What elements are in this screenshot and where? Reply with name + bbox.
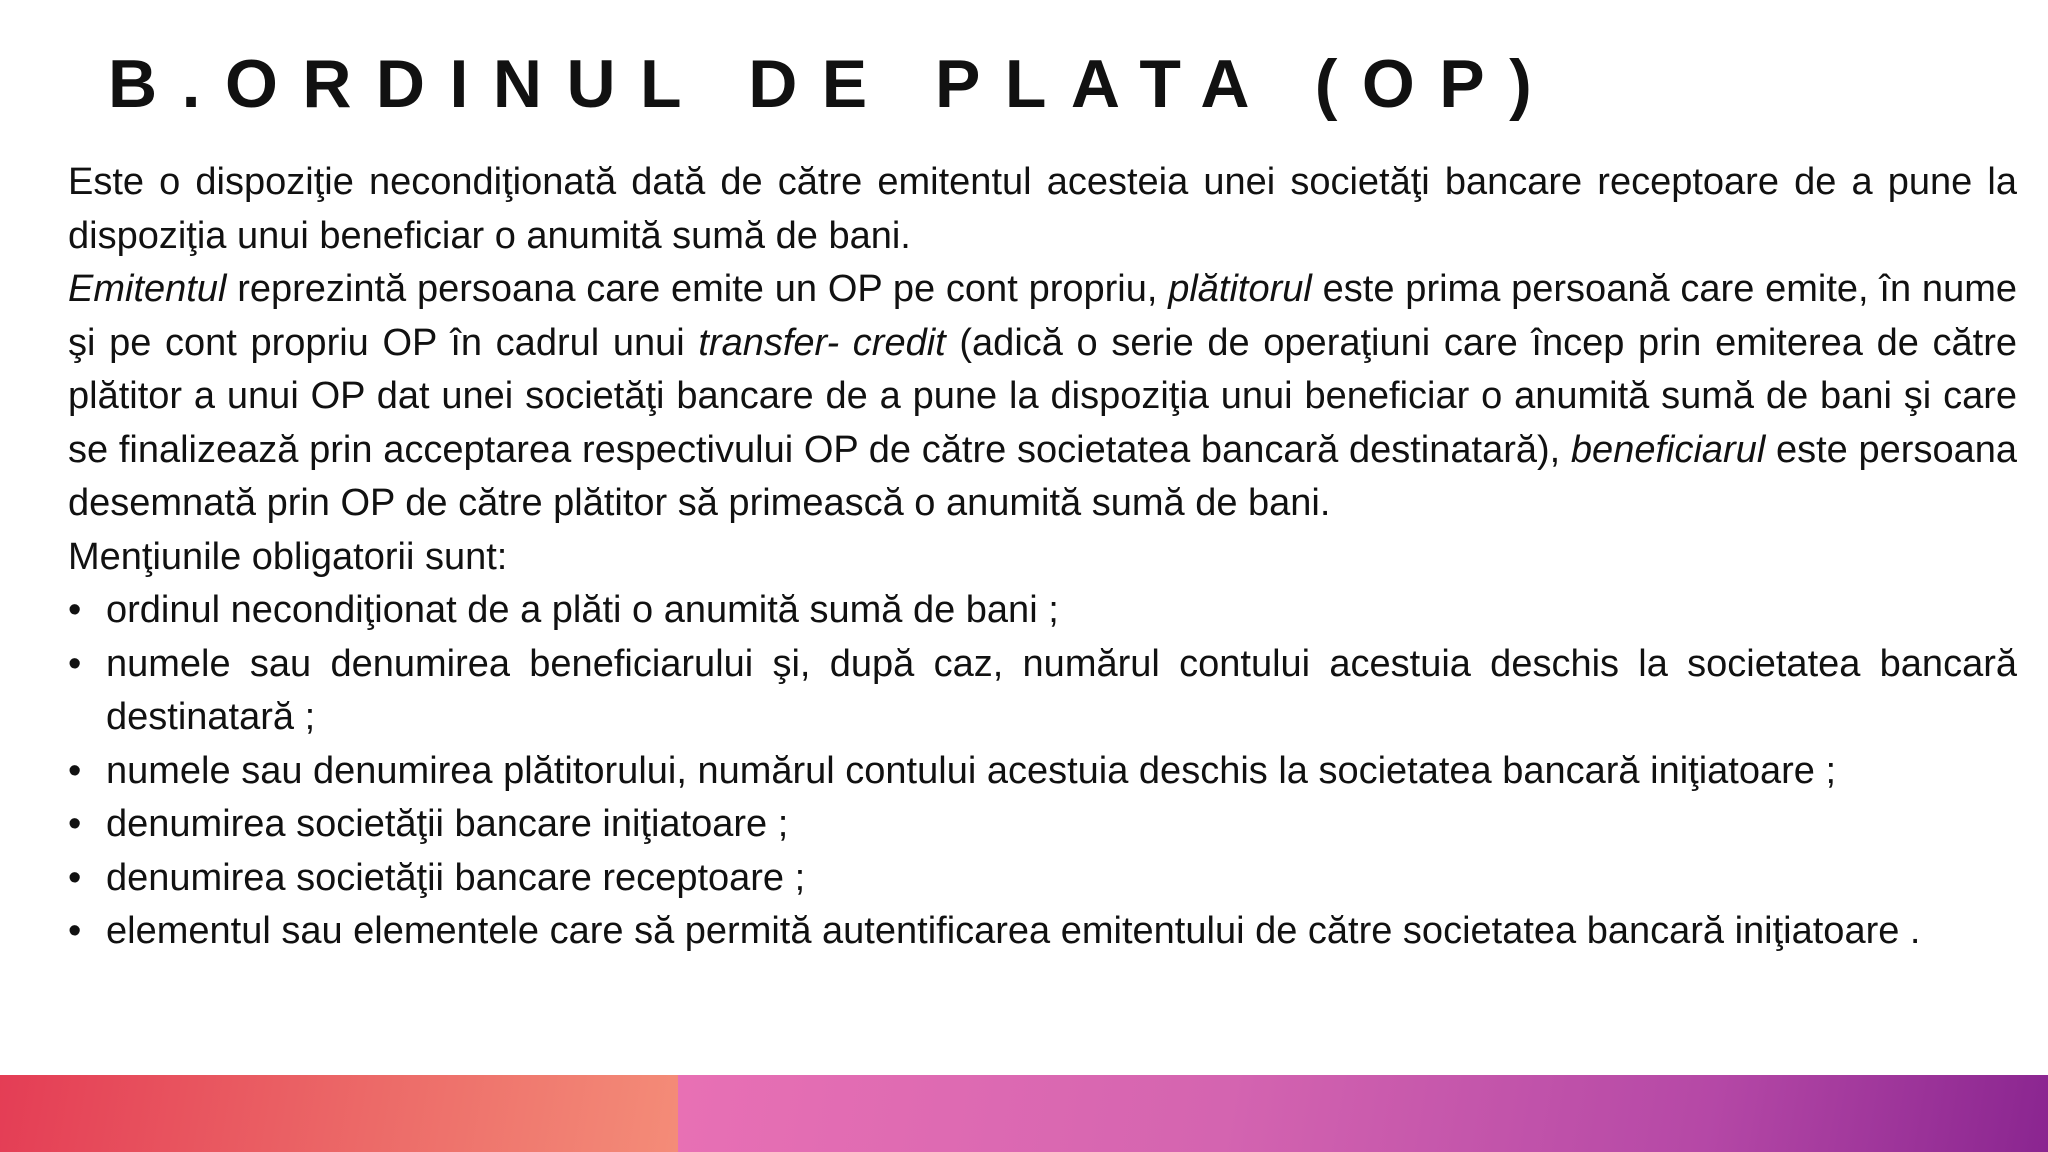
list-item [68, 584, 2017, 638]
list-item [68, 798, 2017, 852]
term-transfer-credit: transfer- credit [698, 321, 946, 364]
list-item-text: denumirea societăţii bancare receptoare ; [106, 856, 806, 899]
list-item-text: denumirea societăţii bancare iniţiatoare ; [106, 803, 789, 845]
definition-text-4: este persoana desemnată prin OP de către plătitor să primească o anumită sumă de bani. [68, 428, 2017, 524]
list-item [68, 852, 2017, 906]
list-item-text: numele sau denumirea beneficiarului şi, după caz, numărul contului acestuia deschis la societatea bancară destinatară ; [106, 642, 2017, 738]
slide-body [68, 156, 2017, 959]
list-item-text: elementul sau elementele care să permită autentificarea emitentului de către societatea bancară iniţiatoare . [106, 910, 1921, 952]
definitions-paragraph [68, 263, 2017, 531]
list-item [68, 745, 2017, 799]
term-emitent: Emitentul [68, 268, 227, 310]
definition-text-3: (adică o serie de operaţiuni care încep prin emiterea de către plătitor a unui OP dat unei societăţi bancare de a pune la dispoziţia unui beneficiar o anumită sumă de bani şi care se finalizează prin acceptarea respectivului OP de către societatea bancară destinatară), [68, 321, 2017, 471]
intro-paragraph: Este o dispoziţie necondiţionată dată de către emitentul acesteia unei societăţi bancare receptoare de a pune la dispoziţia unui beneficiar o anumită sumă de bani. [68, 161, 2017, 257]
list-item [68, 905, 2017, 959]
bullet-icon: • [68, 589, 82, 631]
bullet-icon: • [68, 910, 82, 952]
list-item-text: ordinul necondiţionat de a plăti o anumită sumă de bani ; [106, 589, 1059, 631]
definition-text-1: reprezintă persoana care emite un OP pe cont propriu, [226, 268, 1169, 310]
term-platitor: plătitorul [1168, 268, 1312, 310]
slide-title: B.ORDINUL DE PLATA (OP) [108, 46, 1557, 122]
bullet-icon: • [68, 642, 82, 685]
mentions-list [68, 584, 2017, 959]
footer-band-right [678, 1075, 2048, 1152]
list-item-text: numele sau denumirea plătitorului, numărul contului acestuia deschis la societatea bancară iniţiatoare ; [106, 749, 1837, 792]
mentions-heading: Menţiunile obligatorii sunt: [68, 535, 508, 578]
bullet-icon: • [68, 749, 82, 792]
bullet-icon: • [68, 803, 82, 845]
definition-text-2: este prima persoană care emite, în nume şi pe cont propriu OP în cadrul unui [68, 268, 2017, 364]
list-item [68, 638, 2017, 745]
bullet-icon: • [68, 856, 82, 899]
term-beneficiar: beneficiarul [1570, 428, 1766, 471]
footer-band-left [0, 1075, 678, 1152]
